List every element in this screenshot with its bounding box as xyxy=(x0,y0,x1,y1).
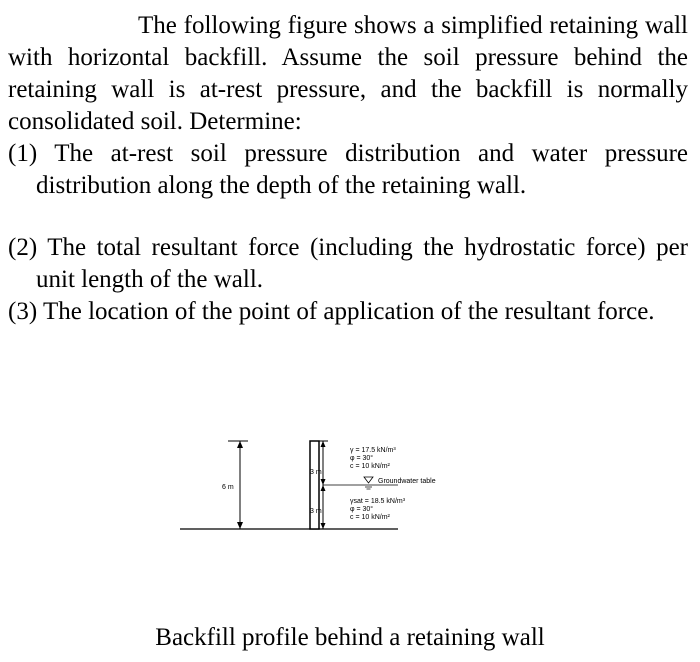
problem-statement xyxy=(8,10,688,328)
lower-arrow-up xyxy=(321,485,326,491)
total-height-arrow-down xyxy=(237,522,243,529)
question-3: (3) The location of the point of application of the resultant force. xyxy=(8,298,655,325)
lower-phi: φ = 30° xyxy=(350,506,374,513)
upper-height-label: 3 m xyxy=(310,469,322,476)
upper-cohesion: c = 10 kN/m² xyxy=(350,463,390,470)
retaining-wall xyxy=(310,441,319,529)
total-height-label: 6 m xyxy=(222,484,234,491)
groundwater-label: Groundwater table xyxy=(378,478,436,485)
groundwater-table-icon xyxy=(364,477,373,483)
upper-phi: φ = 30° xyxy=(350,455,374,462)
question-2: (2) The total resultant force (including the hydrostatic force) per unit length of the wall. xyxy=(8,234,688,293)
lower-cohesion: c = 10 kN/m² xyxy=(350,514,390,521)
lower-height-label: 3 m xyxy=(310,508,322,515)
problem-intro: The following figure shows a simplified retaining wall with horizontal backfill. Assume the soil pressure behind the retaining wall is at-rest pressure, and the backfill is normally consolidated soil. Determine: xyxy=(8,12,688,135)
upper-gamma: γ = 17.5 kN/m³ xyxy=(350,447,396,454)
question-1: (1) The at-rest soil pressure distribution and water pressure distribution along the depth of the retaining wall. xyxy=(8,140,688,199)
figure-caption: Backfill profile behind a retaining wall xyxy=(155,624,545,651)
retaining-wall-diagram xyxy=(170,430,470,540)
lower-gamma-sat: γsat = 18.5 kN/m³ xyxy=(350,498,406,505)
retaining-wall-figure xyxy=(170,430,470,540)
upper-arrow-up xyxy=(321,441,326,447)
upper-arrow-down xyxy=(321,479,326,485)
lower-arrow-down xyxy=(321,523,326,529)
total-height-arrow-up xyxy=(237,441,243,448)
